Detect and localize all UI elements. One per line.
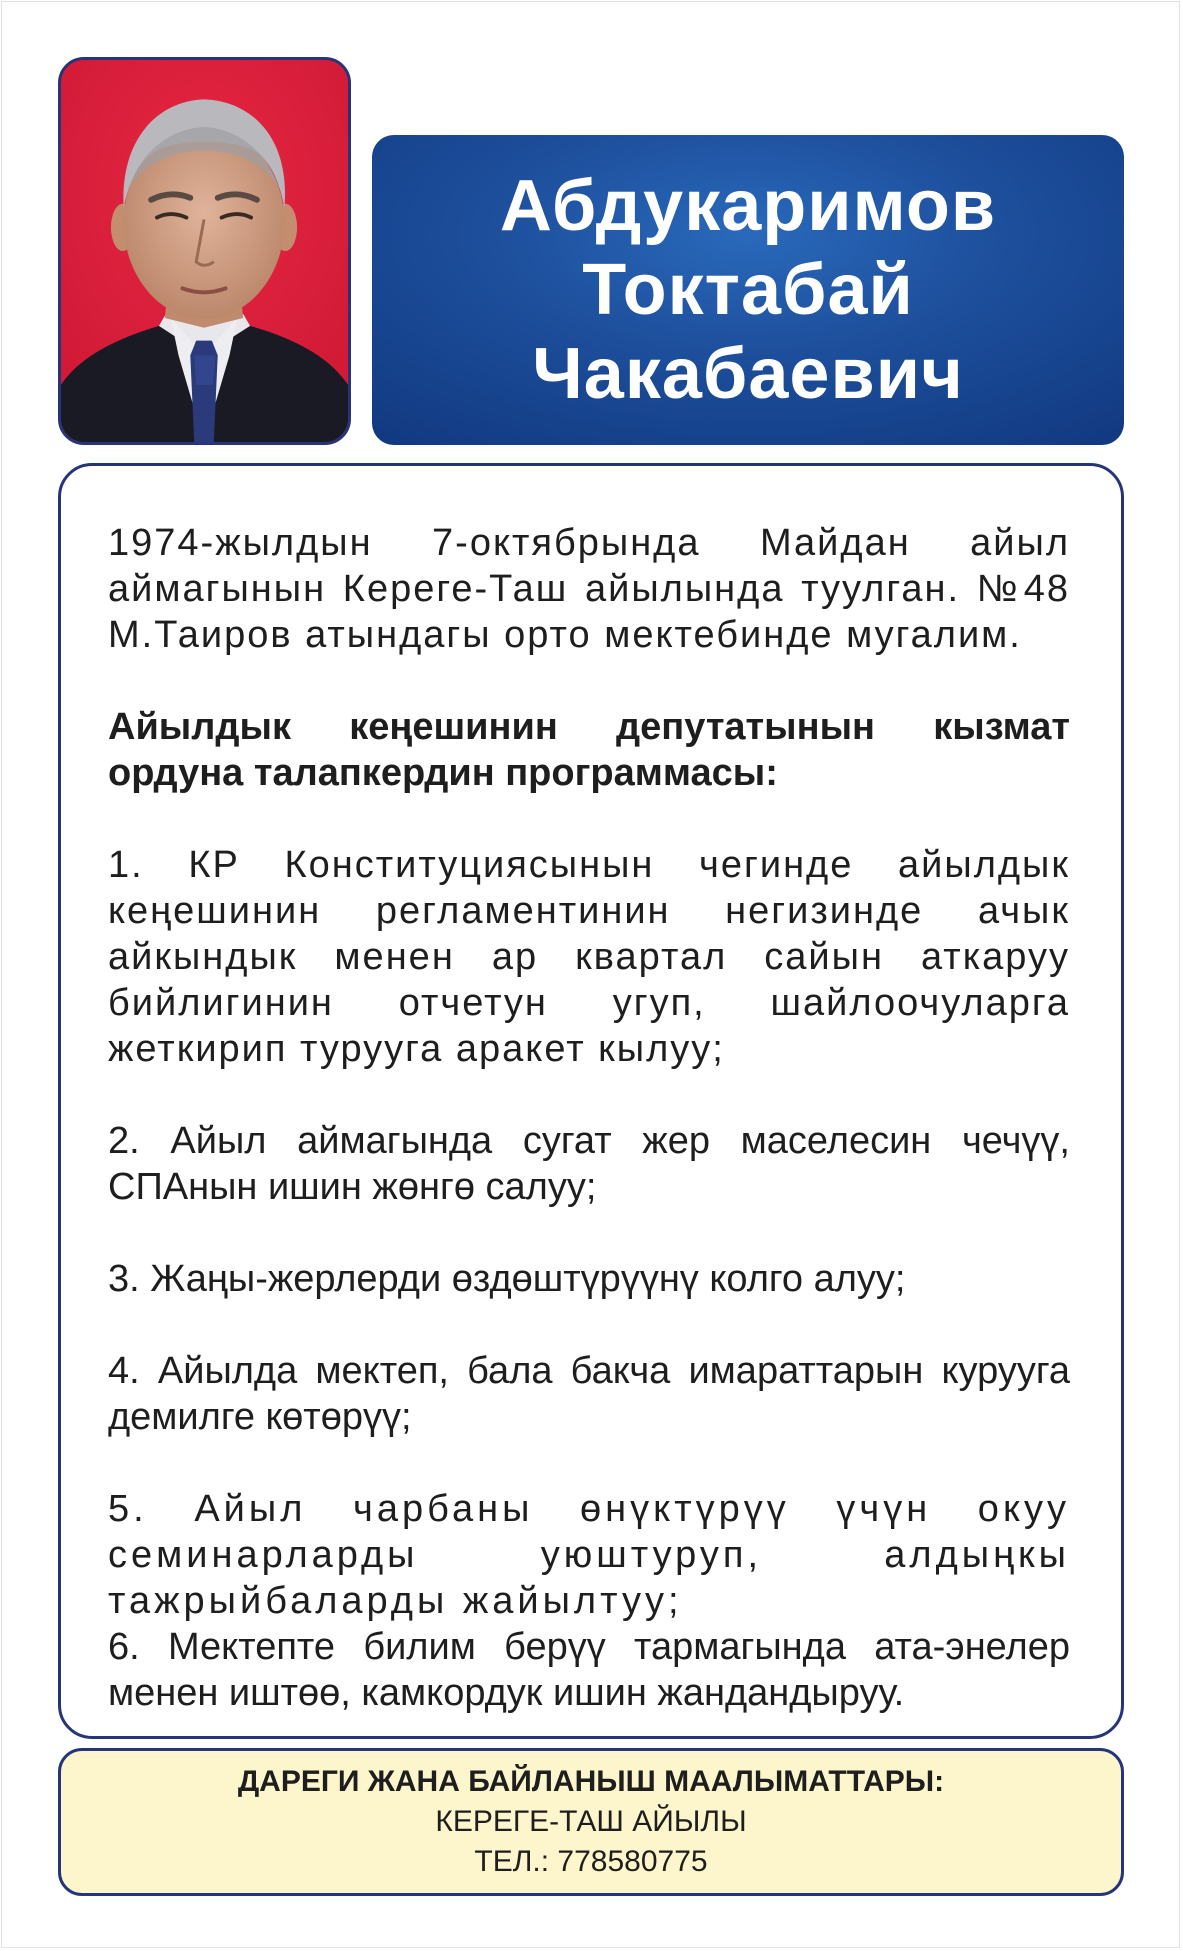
patronymic: Чакабаевич — [532, 334, 964, 414]
contact-address: КЕРЕГЕ-ТАШ АЙЫЛЫ — [435, 1805, 747, 1838]
candidate-photo — [58, 57, 351, 445]
portrait-image — [61, 60, 348, 442]
bio-paragraph: 1974-жылдын 7-октябрында Майдан айыл аймагынын Кереге-Таш айылында туулган. №48 М.Таиров атындагы орто мектебинде мугалим. — [108, 522, 1070, 656]
surname: Абдукаримов — [499, 166, 997, 246]
program-panel — [58, 463, 1124, 1739]
program-item-1: 1. КР Конституциясынын чегинде айылдык кеңешинин регламентинин негизинде ачык айкындык менен ар квартал сайын аткаруу бийлигинин отчетун угуп, шайлоочуларга жеткирип турууга аракет кылуу; — [108, 844, 1070, 1070]
contact-heading: ДАРЕГИ ЖАНА БАЙЛАНЫШ МААЛЫМАТТАРЫ: — [237, 1765, 945, 1798]
given-name: Токтабай — [582, 250, 914, 330]
program-text — [108, 520, 1070, 1716]
program-item-6: 6. Мектепте билим берүү тармагында ата-энелер менен иштөө, камкордук ишин жандандыруу. — [108, 1626, 1070, 1714]
program-item-4: 4. Айылда мектеп, бала бакча имараттарын курууга демилге көтөрүү; — [108, 1350, 1070, 1438]
contact-panel — [58, 1748, 1124, 1896]
program-heading: Айылдык кеңешинин депутатынын кызмат ордуна талапкердин программасы: — [108, 706, 1070, 794]
program-item-2: 2. Айыл аймагында сугат жер маселесин чечүү, СПАнын ишин жөнгө салуу; — [108, 1120, 1070, 1208]
program-item-5: 5. Айыл чарбаны өнүктүрүү үчүн окуу семинарларды уюштуруп, алдыңкы тажрыйбаларды жайылтуу; — [108, 1488, 1070, 1622]
program-item-3: 3. Жаңы-жерлерди өздөштүрүүнү колго алуу; — [108, 1258, 906, 1300]
name-banner — [372, 135, 1124, 445]
contact-phone: ТЕЛ.: 778580775 — [474, 1845, 708, 1878]
